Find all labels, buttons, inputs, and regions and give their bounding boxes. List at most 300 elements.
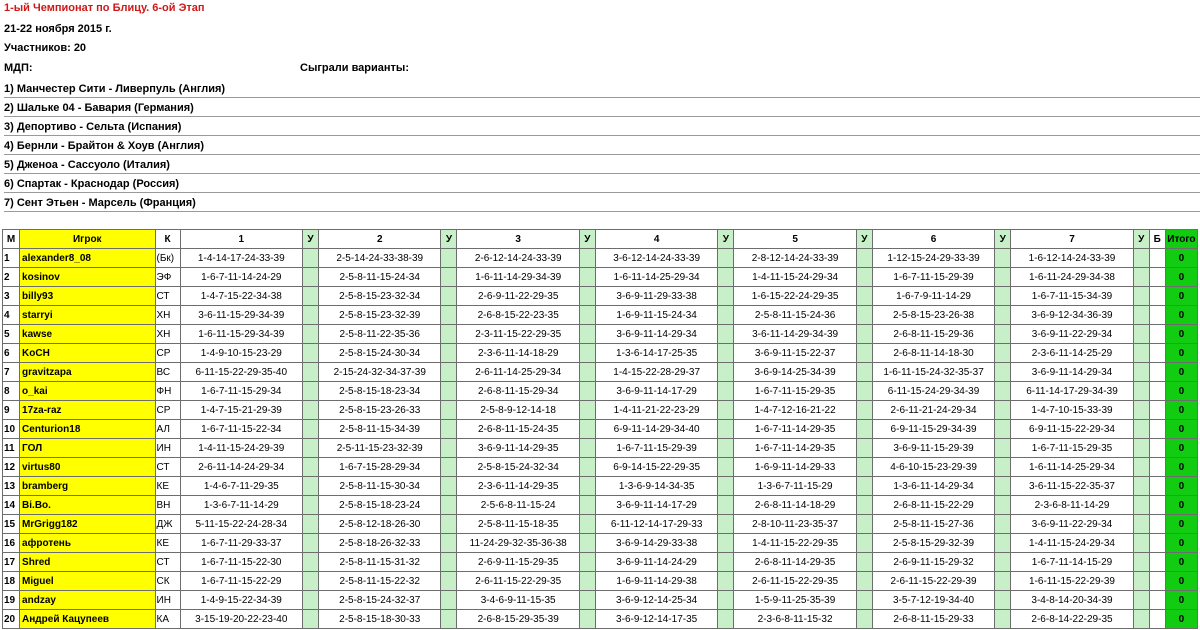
variant-cell: 1-4-15-22-28-29-37 [595,363,717,382]
variant-cell: 1-6-11-24-29-34-38 [1011,268,1133,287]
u-cell [856,534,872,553]
u-cell [441,515,457,534]
b-cell [1149,591,1165,610]
u-cell [995,306,1011,325]
u-cell [856,420,872,439]
u-cell [718,382,734,401]
variant-cell: 1-5-9-11-25-35-39 [734,591,856,610]
club-code: КА [155,610,180,629]
variant-cell: 2-5-8-15-23-26-38 [872,306,994,325]
u-cell [718,287,734,306]
variant-cell: 2-6-11-14-24-29-34 [180,458,302,477]
u-cell [718,420,734,439]
variant-cell: 1-6-7-11-15-29-35 [734,382,856,401]
u-cell [718,515,734,534]
u-cell [441,572,457,591]
variant-cell: 2-6-11-15-22-29-39 [872,572,994,591]
variant-cell: 6-9-11-14-29-34-40 [595,420,717,439]
u-cell [1133,325,1149,344]
u-cell [302,268,318,287]
variant-cell: 2-5-8-15-24-32-37 [319,591,441,610]
u-cell [718,572,734,591]
club-code: КЕ [155,534,180,553]
variant-cell: 2-5-8-15-24-30-34 [319,344,441,363]
u-cell [1133,439,1149,458]
u-cell [995,439,1011,458]
variant-cell: 1-6-7-11-15-29-34 [180,382,302,401]
u-cell [718,553,734,572]
variant-cell: 3-15-19-20-22-23-40 [180,610,302,629]
u-cell [718,534,734,553]
u-cell [1133,287,1149,306]
u-cell [1133,306,1149,325]
col-header-variant-2: 2 [319,230,441,249]
u-cell [995,458,1011,477]
row-number: 2 [3,268,20,287]
u-cell [718,496,734,515]
player-name: ГОЛ [20,439,155,458]
variant-cell: 1-6-7-11-15-34-39 [1011,287,1133,306]
u-cell [856,382,872,401]
col-header-variant-5: 5 [734,230,856,249]
col-header-total: Итого [1165,230,1197,249]
row-number: 4 [3,306,20,325]
row-number: 14 [3,496,20,515]
u-cell [302,515,318,534]
variant-cell: 1-4-7-12-16-21-22 [734,401,856,420]
col-header-variant-7: 7 [1011,230,1133,249]
u-cell [856,610,872,629]
variant-line: 5) Дженоа - Сассуоло (Италия) [4,157,1200,174]
variant-cell: 1-4-14-17-24-33-39 [180,249,302,268]
club-code: КЕ [155,477,180,496]
b-cell [1149,553,1165,572]
u-cell [579,401,595,420]
total-cell: 0 [1165,401,1197,420]
u-cell [1133,553,1149,572]
u-cell [302,553,318,572]
variant-cell: 1-3-6-11-14-29-34 [872,477,994,496]
event-date: 21-22 ноября 2015 г. [4,23,112,35]
variant-line: 4) Бернли - Брайтон & Хоув (Англия) [4,138,1200,155]
variant-cell: 6-9-11-15-22-29-34 [1011,420,1133,439]
u-cell [856,553,872,572]
u-cell [995,610,1011,629]
u-cell [1133,515,1149,534]
u-cell [579,268,595,287]
variant-cell: 1-12-15-24-29-33-39 [872,249,994,268]
u-cell [995,553,1011,572]
variant-cell: 2-5-8-15-23-32-39 [319,306,441,325]
row-number: 6 [3,344,20,363]
variant-cell: 2-6-11-15-22-29-35 [457,572,579,591]
b-cell [1149,363,1165,382]
variant-cell: 2-6-8-11-14-18-29 [734,496,856,515]
variant-cell: 1-4-9-10-15-23-29 [180,344,302,363]
variant-cell: 1-6-7-11-14-29-35 [734,439,856,458]
player-name: o_kai [20,382,155,401]
total-cell: 0 [1165,382,1197,401]
u-cell [995,268,1011,287]
variant-cell: 2-5-8-11-15-18-35 [457,515,579,534]
player-name: Miguel [20,572,155,591]
u-cell [441,287,457,306]
u-cell [579,553,595,572]
variant-cell: 3-6-9-11-22-29-34 [1011,325,1133,344]
u-cell [856,515,872,534]
variant-cell: 1-6-7-11-15-29-35 [1011,439,1133,458]
variant-cell: 1-4-7-10-15-33-39 [1011,401,1133,420]
table-row [3,610,1198,629]
variant-cell: 1-6-7-9-11-14-29 [872,287,994,306]
u-cell [302,591,318,610]
u-cell [718,439,734,458]
u-cell [441,610,457,629]
u-cell [441,344,457,363]
variant-cell: 2-5-11-15-23-32-39 [319,439,441,458]
page-header [0,0,1200,228]
player-name: Андрей Кацупеев [20,610,155,629]
table-row [3,477,1198,496]
variant-cell: 2-6-8-11-15-29-33 [872,610,994,629]
club-code: ХН [155,325,180,344]
row-number: 5 [3,325,20,344]
u-cell [302,287,318,306]
u-cell [579,515,595,534]
variant-cell: 1-4-11-15-24-29-34 [1011,534,1133,553]
u-cell [1133,572,1149,591]
variant-cell: 1-6-7-11-15-29-39 [872,268,994,287]
club-code: ДЖ [155,515,180,534]
variant-cell: 1-6-11-15-24-32-35-37 [872,363,994,382]
total-cell: 0 [1165,306,1197,325]
u-cell [1133,591,1149,610]
b-cell [1149,344,1165,363]
u-cell [579,458,595,477]
club-code: ФН [155,382,180,401]
u-cell [1133,496,1149,515]
table-row [3,249,1198,268]
variant-cell: 2-6-8-11-14-18-30 [872,344,994,363]
u-cell [718,458,734,477]
u-cell [441,591,457,610]
variant-cell: 3-6-9-14-25-34-39 [734,363,856,382]
variant-cell: 1-4-11-15-22-29-35 [734,534,856,553]
u-cell [995,363,1011,382]
row-number: 10 [3,420,20,439]
table-row [3,287,1198,306]
u-cell [856,496,872,515]
u-cell [995,287,1011,306]
variant-cell: 1-4-11-21-22-23-29 [595,401,717,420]
variant-cell: 3-6-9-11-14-29-34 [595,325,717,344]
u-cell [995,249,1011,268]
variant-cell: 3-6-9-11-15-29-39 [872,439,994,458]
table-row [3,572,1198,591]
u-cell [441,477,457,496]
u-cell [718,268,734,287]
table-row [3,496,1198,515]
u-cell [1133,534,1149,553]
b-cell [1149,534,1165,553]
col-header-u: У [856,230,872,249]
u-cell [718,249,734,268]
player-name: bramberg [20,477,155,496]
u-cell [579,591,595,610]
u-cell [856,306,872,325]
total-cell: 0 [1165,477,1197,496]
table-row [3,306,1198,325]
variant-cell: 2-5-8-15-23-32-34 [319,287,441,306]
variant-cell: 2-5-8-15-24-32-34 [457,458,579,477]
b-cell [1149,401,1165,420]
variant-cell: 1-4-7-15-22-34-38 [180,287,302,306]
variant-cell: 2-3-6-11-14-25-29 [1011,344,1133,363]
u-cell [302,382,318,401]
variant-cell: 2-5-8-11-15-30-34 [319,477,441,496]
results-body [3,249,1198,629]
variant-cell: 6-11-15-22-29-35-40 [180,363,302,382]
variant-cell: 2-5-8-9-12-14-18 [457,401,579,420]
u-cell [579,477,595,496]
variant-cell: 2-3-6-11-14-29-35 [457,477,579,496]
row-number: 1 [3,249,20,268]
total-cell: 0 [1165,268,1197,287]
b-cell [1149,439,1165,458]
u-cell [1133,477,1149,496]
variant-cell: 2-5-8-15-18-23-24 [319,496,441,515]
col-header-u: У [1133,230,1149,249]
variant-cell: 2-5-8-15-29-32-39 [872,534,994,553]
variant-cell: 3-6-9-11-15-22-37 [734,344,856,363]
u-cell [718,344,734,363]
variant-cell: 3-6-9-11-22-29-34 [1011,515,1133,534]
variant-cell: 1-4-9-15-22-34-39 [180,591,302,610]
variant-cell: 1-6-11-14-29-34-39 [457,268,579,287]
variant-cell: 1-6-7-11-14-24-29 [180,268,302,287]
u-cell [441,401,457,420]
u-cell [995,477,1011,496]
u-cell [856,401,872,420]
row-number: 19 [3,591,20,610]
row-number: 18 [3,572,20,591]
variant-cell: 3-6-9-14-29-33-38 [595,534,717,553]
u-cell [1133,401,1149,420]
u-cell [302,249,318,268]
total-cell: 0 [1165,572,1197,591]
variant-cell: 6-9-11-15-29-34-39 [872,420,994,439]
player-name: KoCH [20,344,155,363]
table-row [3,420,1198,439]
variant-cell: 3-6-9-11-14-17-29 [595,496,717,515]
col-header-u: У [302,230,318,249]
col-header-u: У [579,230,595,249]
u-cell [302,458,318,477]
u-cell [1133,458,1149,477]
u-cell [718,306,734,325]
variant-cell: 3-6-11-14-29-34-39 [734,325,856,344]
variant-cell: 2-6-8-15-29-35-39 [457,610,579,629]
variant-cell: 3-5-7-12-19-34-40 [872,591,994,610]
b-cell [1149,515,1165,534]
club-code: ВС [155,363,180,382]
variant-cell: 1-6-11-14-25-29-34 [1011,458,1133,477]
u-cell [302,420,318,439]
total-cell: 0 [1165,249,1197,268]
u-cell [856,344,872,363]
u-cell [718,363,734,382]
table-row [3,534,1198,553]
u-cell [856,363,872,382]
total-cell: 0 [1165,515,1197,534]
row-number: 3 [3,287,20,306]
variant-cell: 2-5-8-11-15-24-36 [734,306,856,325]
u-cell [579,382,595,401]
variant-cell: 2-6-9-11-15-29-35 [457,553,579,572]
variant-cell: 2-5-6-8-11-15-24 [457,496,579,515]
variant-cell: 2-6-8-11-15-22-29 [872,496,994,515]
u-cell [856,325,872,344]
variant-cell: 3-6-9-12-14-17-35 [595,610,717,629]
row-number: 13 [3,477,20,496]
variant-cell: 6-11-14-17-29-34-39 [1011,382,1133,401]
u-cell [441,458,457,477]
variant-cell: 1-4-11-15-24-29-39 [180,439,302,458]
variant-cell: 2-6-8-11-14-29-35 [734,553,856,572]
variant-cell: 3-6-9-11-14-29-34 [1011,363,1133,382]
variant-cell: 2-5-8-15-23-26-33 [319,401,441,420]
club-code: СТ [155,553,180,572]
table-row [3,268,1198,287]
variant-cell: 2-6-8-11-15-24-35 [457,420,579,439]
total-cell: 0 [1165,591,1197,610]
club-code: СР [155,344,180,363]
variant-cell: 2-3-6-8-11-14-29 [1011,496,1133,515]
u-cell [995,496,1011,515]
variant-cell: 2-5-8-11-15-22-32 [319,572,441,591]
u-cell [579,344,595,363]
u-cell [302,496,318,515]
u-cell [441,553,457,572]
variant-cell: 2-5-14-24-33-38-39 [319,249,441,268]
variant-cell: 2-6-8-11-15-29-36 [872,325,994,344]
variant-cell: 1-6-7-11-15-22-30 [180,553,302,572]
u-cell [579,325,595,344]
table-row [3,401,1198,420]
variant-cell: 2-6-8-14-22-29-35 [1011,610,1133,629]
u-cell [302,325,318,344]
variant-line: 6) Спартак - Краснодар (Россия) [4,176,1200,193]
u-cell [1133,420,1149,439]
variant-cell: 3-6-9-11-14-17-29 [595,382,717,401]
u-cell [302,477,318,496]
player-name: MrGrigg182 [20,515,155,534]
player-name: andzay [20,591,155,610]
variant-cell: 1-4-7-15-21-29-39 [180,401,302,420]
club-code: (Бк) [155,249,180,268]
total-cell: 0 [1165,287,1197,306]
club-code: ИН [155,591,180,610]
club-code: ВН [155,496,180,515]
results-table [2,229,1198,629]
played-variants-label: Сыграли варианты: [300,62,409,74]
variant-cell: 6-11-12-14-17-29-33 [595,515,717,534]
row-number: 15 [3,515,20,534]
variant-cell: 1-6-11-14-25-29-34 [595,268,717,287]
col-header-u: У [995,230,1011,249]
u-cell [441,439,457,458]
variant-cell: 1-6-7-11-15-29-39 [595,439,717,458]
club-code: ИН [155,439,180,458]
total-cell: 0 [1165,439,1197,458]
variant-cell: 3-6-9-12-34-36-39 [1011,306,1133,325]
u-cell [995,572,1011,591]
col-header-b: Б [1149,230,1165,249]
variant-cell: 1-6-7-11-29-33-37 [180,534,302,553]
total-cell: 0 [1165,553,1197,572]
variant-cell: 6-11-15-24-29-34-39 [872,382,994,401]
u-cell [995,344,1011,363]
u-cell [579,306,595,325]
variant-cell: 2-3-6-11-14-18-29 [457,344,579,363]
row-number: 16 [3,534,20,553]
player-name: alexander8_08 [20,249,155,268]
variant-cell: 1-6-11-15-29-34-39 [180,325,302,344]
variant-cell: 2-6-9-11-22-29-35 [457,287,579,306]
variant-cell: 1-6-15-22-24-29-35 [734,287,856,306]
u-cell [441,420,457,439]
b-cell [1149,382,1165,401]
row-number: 8 [3,382,20,401]
player-name: virtus80 [20,458,155,477]
total-cell: 0 [1165,363,1197,382]
player-name: starryi [20,306,155,325]
player-name: 17za-raz [20,401,155,420]
u-cell [579,572,595,591]
u-cell [579,287,595,306]
total-cell: 0 [1165,344,1197,363]
variant-cell: 2-6-8-15-22-23-35 [457,306,579,325]
u-cell [995,591,1011,610]
variant-cell: 3-6-12-14-24-33-39 [595,249,717,268]
u-cell [1133,344,1149,363]
participants-count: Участников: 20 [4,42,87,54]
variant-cell: 2-5-8-11-15-27-36 [872,515,994,534]
b-cell [1149,306,1165,325]
u-cell [856,477,872,496]
u-cell [718,477,734,496]
col-header-m: М [3,230,20,249]
u-cell [856,439,872,458]
u-cell [1133,249,1149,268]
u-cell [718,325,734,344]
b-cell [1149,496,1165,515]
u-cell [1133,268,1149,287]
club-code: ЭФ [155,268,180,287]
u-cell [441,249,457,268]
table-row [3,344,1198,363]
variant-cell: 2-6-8-11-15-29-34 [457,382,579,401]
total-cell: 0 [1165,325,1197,344]
variant-cell: 2-5-8-15-18-30-33 [319,610,441,629]
table-row [3,325,1198,344]
variant-cell: 1-6-7-11-15-22-29 [180,572,302,591]
col-header-variant-3: 3 [457,230,579,249]
u-cell [579,363,595,382]
u-cell [579,249,595,268]
variant-cell: 3-6-9-12-14-25-34 [595,591,717,610]
col-header-variant-4: 4 [595,230,717,249]
